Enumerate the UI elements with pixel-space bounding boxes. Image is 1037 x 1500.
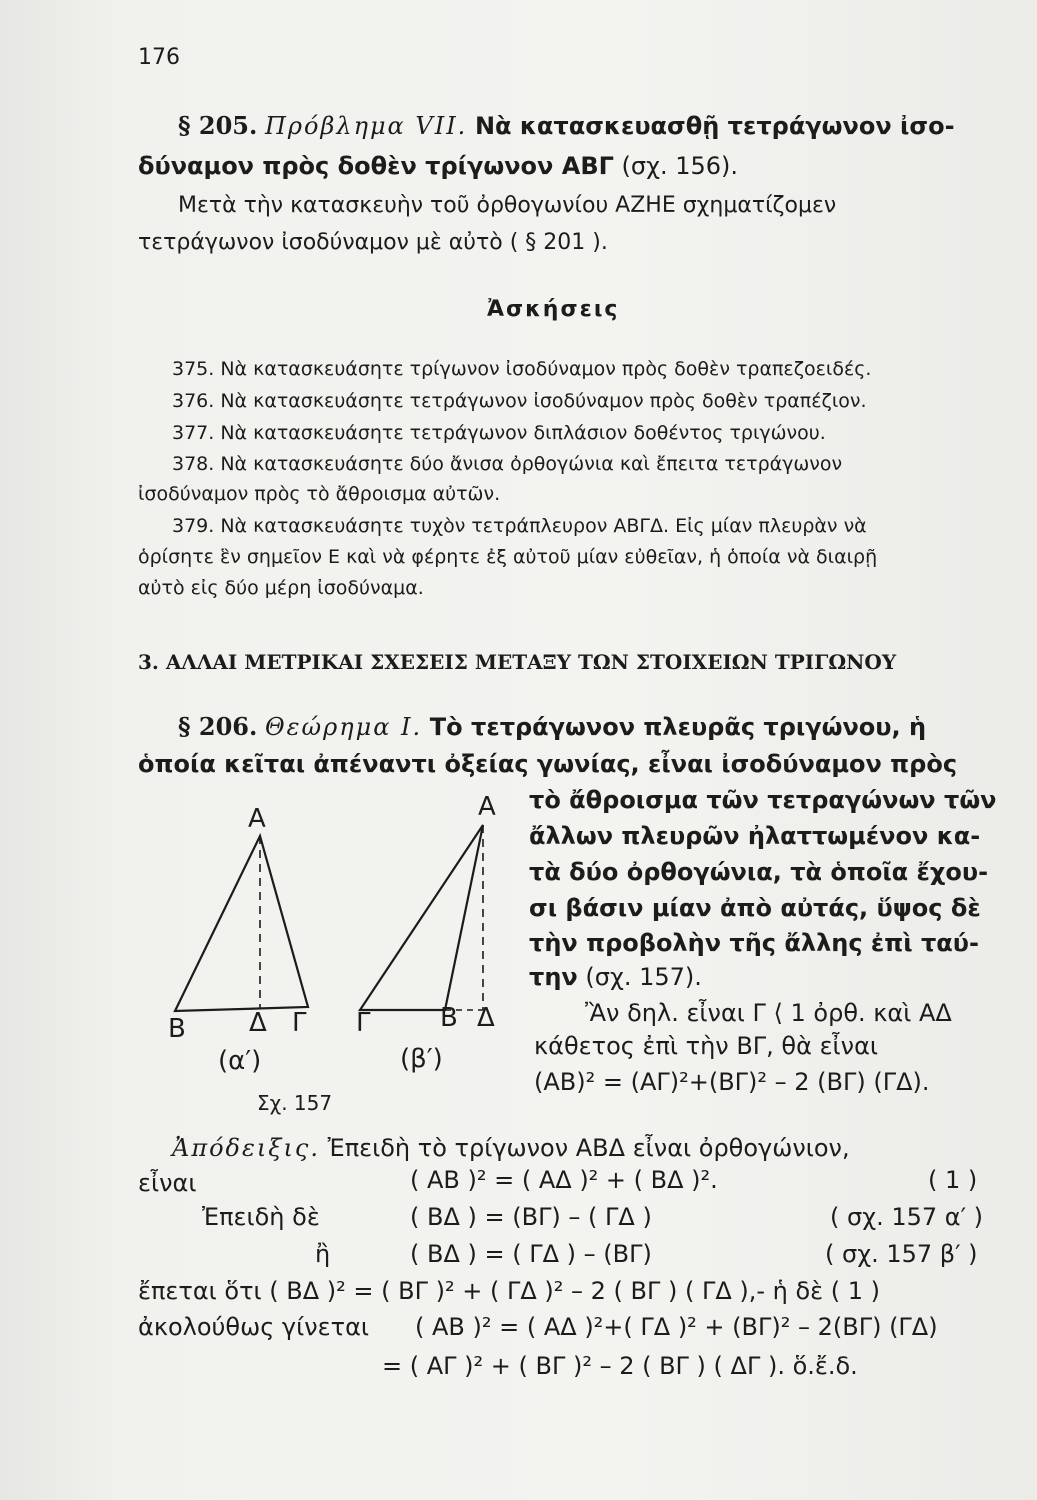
theorem-206-condition-2: κάθετος ἐπὶ τὴν ΒΓ, θὰ εἶναι bbox=[534, 1032, 879, 1060]
exercise-379-cont-1: ὁρίσητε ἓν σημεῖον Ε καὶ νὰ φέρητε ἐξ αὐτοῦ μίαν εὐθεῖαν, ἡ ὁποία νὰ διαιρῇ bbox=[138, 546, 878, 568]
label-sub-a: (α′) bbox=[218, 1046, 262, 1076]
theorem-206-text-1: Τὸ τετράγωνον πλευρᾶς τριγώνου, ἡ bbox=[429, 713, 927, 741]
theorem-206-text-3: τὸ ἄθροισμα τῶν τετραγώνων τῶν bbox=[529, 786, 997, 814]
figure-caption: Σχ. 157 bbox=[257, 1091, 333, 1115]
figure-157 bbox=[150, 780, 520, 1120]
proof-intro: Ἐπειδὴ τὸ τρίγωνον ΑΒΔ εἶναι ὀρθογώνιον, bbox=[327, 1134, 850, 1162]
page-number: 176 bbox=[138, 45, 180, 70]
label-b-B: Β bbox=[440, 1003, 458, 1033]
proof-final: = ( ΑΓ )² + ( ΒΓ )² – 2 ( ΒΓ ) ( ΔΓ ). ὅ.ἔ.δ. bbox=[382, 1352, 858, 1380]
exercise-378: 378. Νὰ κατασκευάσητε δύο ἄνισα ὀρθογώνια καὶ ἔπειτα τετράγωνον bbox=[172, 453, 843, 475]
theorem-206-text-7: τὴν προβολὴν τῆς ἄλλης ἐπὶ ταύ- bbox=[529, 929, 979, 957]
proof-then-line: ἔπεται ὅτι ( ΒΔ )² = ( ΒΓ )² + ( ΓΔ )² – 2 ( ΒΓ ) ( ΓΔ ),- ἡ δὲ ( 1 ) bbox=[138, 1277, 881, 1305]
theorem-206-condition-1: Ἂν δηλ. εἶναι Γ ⟨ 1 ὀρθ. καὶ ΑΔ bbox=[585, 999, 952, 1027]
label-b-D: Δ bbox=[477, 1003, 495, 1033]
exercise-379-cont-2: αὐτὸ εἰς δύο μέρη ἰσοδύναμα. bbox=[138, 577, 424, 599]
proof-row-1-left: εἶναι bbox=[138, 1169, 197, 1197]
theorem-206-number: § 206. bbox=[178, 712, 258, 741]
theorem-206-title: Θεώρημα Ι. bbox=[265, 713, 423, 741]
theorem-206-text-8 bbox=[529, 963, 702, 991]
proof-conseq-left: ἀκολούθως γίνεται bbox=[138, 1313, 370, 1341]
proof-intro-line bbox=[172, 1134, 850, 1162]
exercise-375: 375. Νὰ κατασκευάσητε τρίγωνον ἰσοδύναμον πρὸς δοθὲν τραπεζοειδές. bbox=[172, 358, 872, 380]
label-a-D: Δ bbox=[249, 1008, 267, 1038]
problem-205-line1 bbox=[178, 111, 955, 140]
proof-row-2-ref: ( σχ. 157 α′ ) bbox=[830, 1203, 984, 1231]
theorem-206-text-4: ἄλλων πλευρῶν ἠλαττωμένον κα- bbox=[529, 822, 981, 850]
proof-title: Ἀπόδειξις. bbox=[172, 1134, 320, 1162]
proof-row-3-eq: ( ΒΔ ) = ( ΓΔ ) – (ΒΓ) bbox=[410, 1240, 652, 1268]
triangle-a bbox=[175, 836, 308, 1011]
label-a-B: Β bbox=[168, 1014, 186, 1044]
proof-row-2-left: Ἐπειδὴ δὲ bbox=[202, 1203, 320, 1231]
problem-205-fig-ref: (σχ. 156). bbox=[621, 152, 739, 180]
proof-row-1-ref: ( 1 ) bbox=[928, 1166, 978, 1194]
exercise-378-cont: ἰσοδύναμον πρὸς τὸ ἄθροισμα αὐτῶν. bbox=[138, 483, 501, 505]
exercise-377: 377. Νὰ κατασκευάσητε τετράγωνον διπλάσιον δοθέντος τριγώνου. bbox=[172, 422, 826, 444]
label-b-G: Γ bbox=[356, 1008, 371, 1038]
theorem-206-text-2: ὁποία κεῖται ἀπέναντι ὀξείας γωνίας, εἶναι ἰσοδύναμον πρὸς bbox=[138, 750, 958, 778]
figure-157-drawing bbox=[150, 780, 520, 1120]
proof-row-3-left: ἢ bbox=[315, 1240, 331, 1268]
exercises-heading: Ἀσκήσεις bbox=[487, 297, 620, 322]
problem-205-solution-2: τετράγωνον ἰσοδύναμον μὲ αὐτὸ ( § 201 ). bbox=[138, 230, 608, 255]
theorem-206-text-5: τὰ δύο ὀρθογώνια, τὰ ὁποῖα ἔχου- bbox=[529, 858, 989, 886]
label-a-A: Α bbox=[248, 804, 266, 834]
problem-205-solution-1: Μετὰ τὴν κατασκευὴν τοῦ ὀρθογωνίου ΑΖΗΕ σχηματίζομεν bbox=[178, 193, 837, 218]
problem-205-title: Πρόβλημα VII. bbox=[265, 112, 468, 140]
proof-row-3-ref: ( σχ. 157 β′ ) bbox=[825, 1240, 978, 1268]
theorem-206-fig-ref: (σχ. 157). bbox=[585, 963, 702, 991]
theorem-206-line1 bbox=[178, 712, 926, 741]
theorem-206-last-word: την bbox=[529, 963, 578, 991]
proof-row-2-eq: ( ΒΔ ) = (ΒΓ) – ( ΓΔ ) bbox=[410, 1203, 652, 1231]
proof-row-1-eq: ( ΑΒ )² = ( ΑΔ )² + ( ΒΔ )². bbox=[410, 1166, 718, 1194]
problem-205-number: § 205. bbox=[178, 111, 258, 140]
problem-205-statement-2: δύναμον πρὸς δοθὲν τρίγωνον ΑΒΓ bbox=[138, 152, 614, 180]
theorem-206-formula: (ΑΒ)² = (ΑΓ)²+(ΒΓ)² – 2 (ΒΓ) (ΓΔ). bbox=[534, 1068, 930, 1096]
theorem-206-text-6: σι βάσιν μίαν ἀπὸ αὐτάς, ὕψος δὲ bbox=[529, 894, 981, 922]
triangle-b bbox=[360, 825, 483, 1010]
exercise-376: 376. Νὰ κατασκευάσητε τετράγωνον ἰσοδύναμον πρὸς δοθὲν τραπέζιον. bbox=[172, 390, 867, 412]
label-b-A: Α bbox=[478, 792, 496, 822]
exercise-379: 379. Νὰ κατασκευάσητε τυχὸν τετράπλευρον ΑΒΓΔ. Εἰς μίαν πλευρὰν νὰ bbox=[172, 515, 867, 537]
section-heading: 3. ΑΛΛΑΙ ΜΕΤΡΙΚΑΙ ΣΧΕΣΕΙΣ ΜΕΤΑΞΥ ΤΩΝ ΣΤΟΙΧΕΙΩΝ ΤΡΙΓΩΝΟΥ bbox=[138, 650, 897, 674]
problem-205-statement-1: Νὰ κατασκευασθῇ τετράγωνον ἰσο- bbox=[474, 112, 955, 140]
problem-205-line2 bbox=[138, 152, 738, 180]
label-a-G: Γ bbox=[292, 1008, 307, 1038]
proof-conseq-eq: ( ΑΒ )² = ( ΑΔ )²+( ΓΔ )² + (ΒΓ)² – 2(ΒΓ) (ΓΔ) bbox=[415, 1313, 938, 1341]
label-sub-b: (β′) bbox=[400, 1044, 443, 1074]
